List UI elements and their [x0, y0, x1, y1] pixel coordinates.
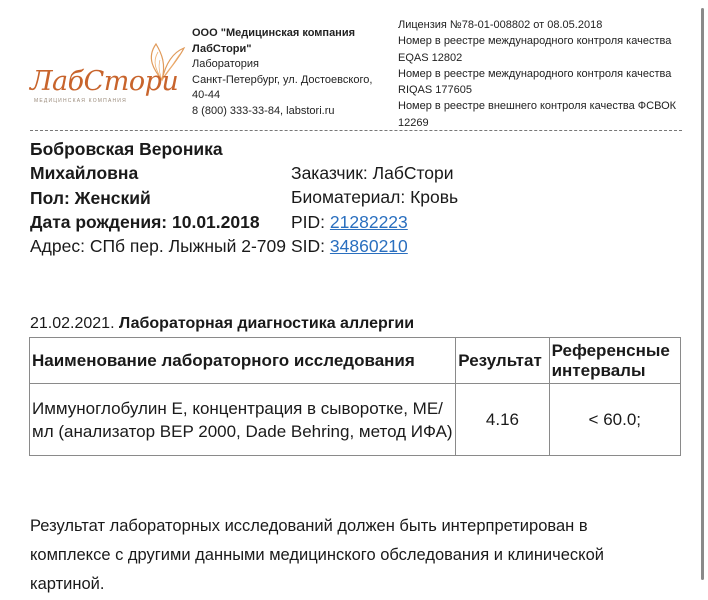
org-name: ООО "Медицинская компания ЛабСтори" — [192, 27, 356, 55]
license-info — [398, 17, 688, 131]
column-header-result: Результат — [456, 338, 549, 384]
section-title: Лабораторная диагностика аллергии — [118, 315, 415, 332]
column-header-reference: Референсные интервалы — [549, 338, 680, 384]
patient-address: Адрес: СПб пер. Лыжный 2-709 — [30, 236, 286, 257]
results-table — [29, 337, 681, 456]
pid-label: PID: — [291, 211, 330, 232]
interpretation-note: Результат лабораторных исследований должен быть интерпретирован в комплексе с другими данными медицинского обследования и клинической картиной. — [30, 517, 604, 593]
license-line: Номер в реестре международного контроля качества EQAS 12802 — [398, 35, 672, 64]
table-header-row — [30, 338, 681, 384]
organization-info — [192, 26, 388, 119]
order-info — [291, 161, 591, 258]
document-header — [0, 0, 700, 132]
header-divider — [30, 130, 682, 131]
table-row — [30, 384, 681, 456]
scrollbar[interactable] — [701, 8, 704, 580]
pid-row — [291, 210, 591, 234]
patient-info — [30, 137, 288, 258]
test-name-cell: Иммуноглобулин Е, концентрация в сыворотке, МЕ/мл (анализатор BEP 2000, Dade Behring, метод ИФА) — [30, 384, 456, 456]
org-address: Санкт-Петербург, ул. Достоевского, 40-44 — [192, 73, 373, 101]
patient-name: Бобровская Вероника Михайловна — [30, 139, 223, 184]
logo-tagline: МЕДИЦИНСКАЯ КОМПАНИЯ — [34, 98, 127, 104]
section-heading — [30, 314, 414, 334]
sid-label: SID: — [291, 235, 330, 256]
license-line: Номер в реестре внешнего контроля качества ФСВОК 12269 — [398, 100, 677, 129]
license-line: Лицензия №78-01-008802 от 08.05.2018 — [398, 19, 603, 31]
labstori-logo — [30, 44, 190, 106]
license-line: Номер в реестре международного контроля качества RIQAS 177605 — [398, 67, 672, 97]
reference-range-cell: < 60.0; — [549, 384, 680, 456]
patient-sex: Пол: Женский — [30, 187, 151, 208]
org-contacts: 8 (800) 333-33-84, labstori.ru — [192, 104, 335, 117]
sid-link[interactable]: 34860210 — [329, 235, 408, 256]
pid-link[interactable]: 21282223 — [329, 211, 408, 232]
sid-row — [291, 234, 591, 258]
org-type: Лаборатория — [192, 58, 259, 70]
customer: Заказчик: ЛабСтори — [291, 163, 454, 183]
section-date: 21.02.2021. — [30, 315, 115, 332]
column-header-test: Наименование лабораторного исследования — [30, 338, 456, 384]
biomaterial: Биоматериал: Кровь — [291, 187, 459, 208]
logo-wordmark: ЛабСтори — [30, 66, 179, 97]
result-value-cell: 4.16 — [456, 384, 549, 456]
patient-birthdate: Дата рождения: 10.01.2018 — [30, 211, 260, 232]
